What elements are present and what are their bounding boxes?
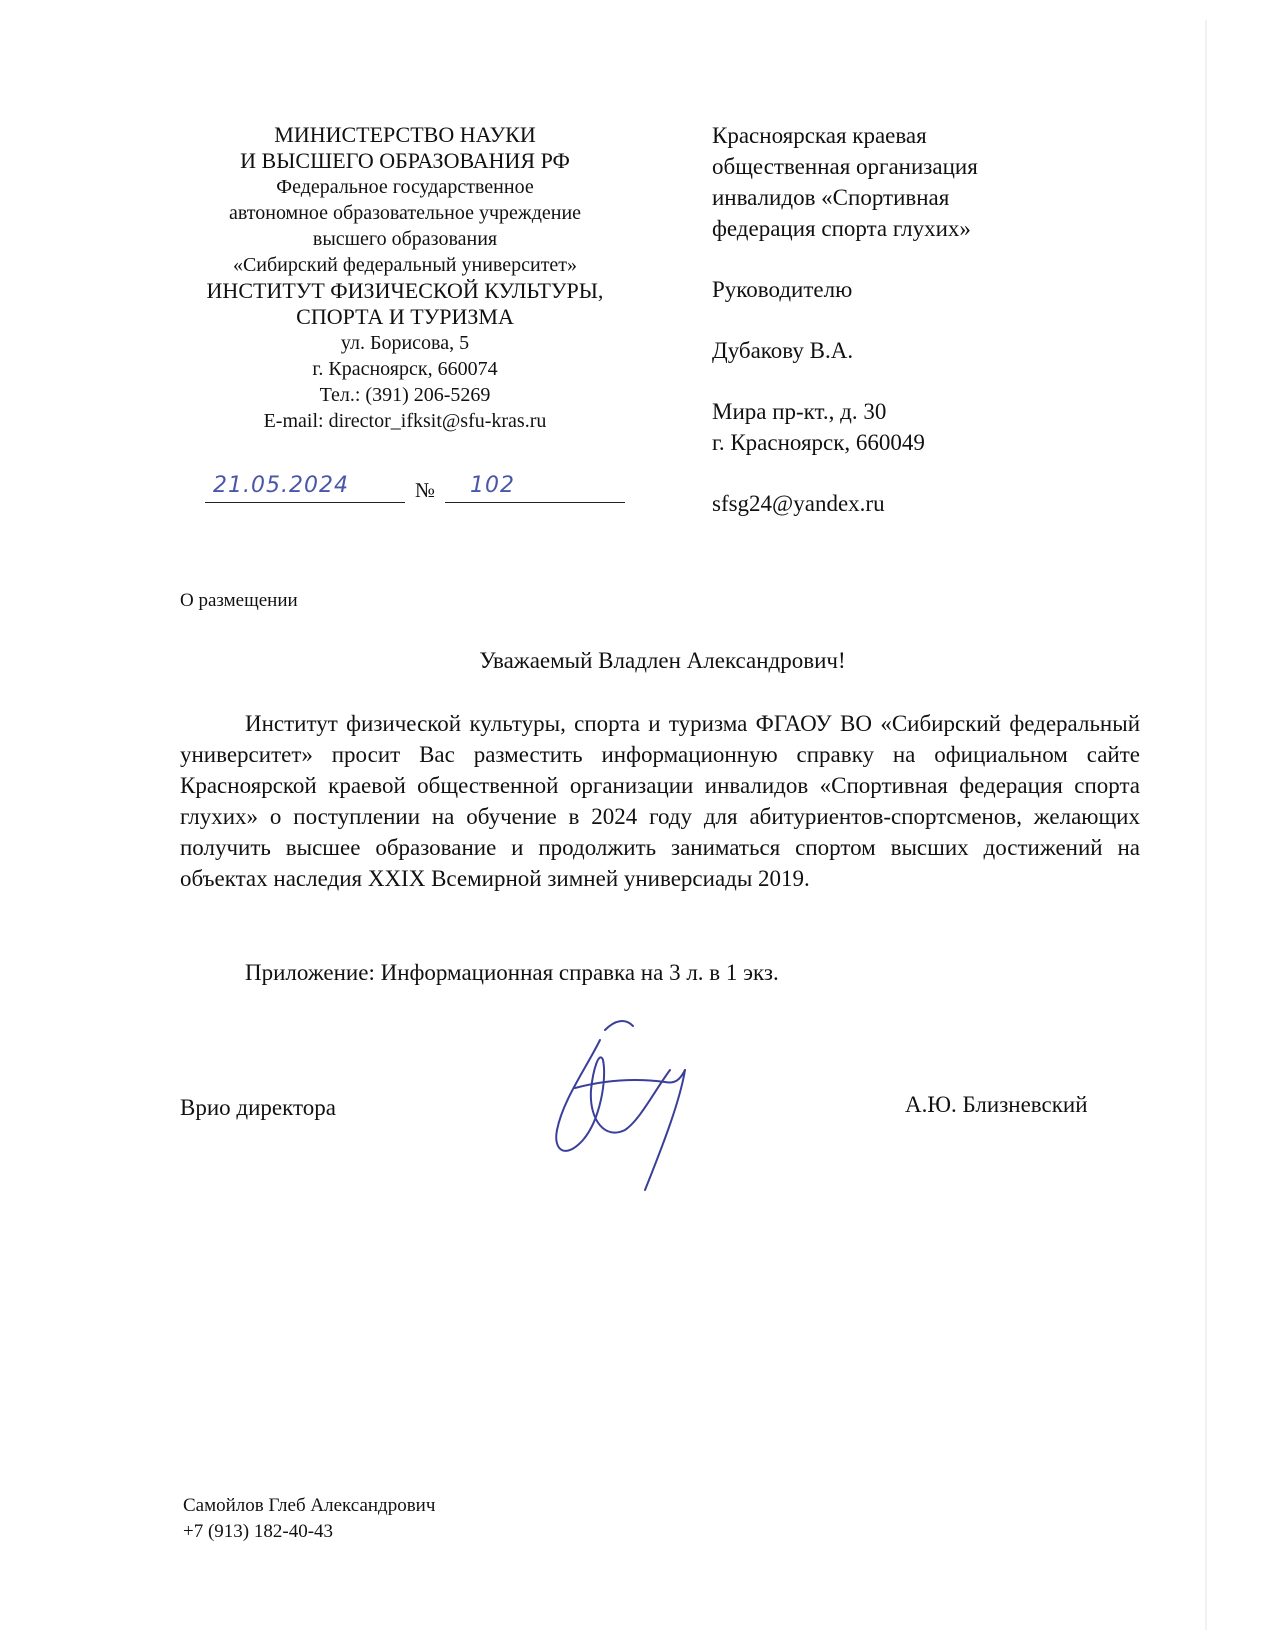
sender-city: г. Красноярск, 660074 <box>312 358 498 380</box>
executor-block <box>183 1493 435 1545</box>
signatory-name: А.Ю. Близневский <box>905 1092 1088 1117</box>
sender-ministry-line-1: МИНИСТЕРСТВО НАУКИ <box>274 122 536 147</box>
recipient-address-line-2: г. Красноярск, 660049 <box>712 430 925 455</box>
registration-row <box>205 470 625 506</box>
recipient-email: sfsg24@yandex.ru <box>712 491 885 516</box>
letter-salutation: Уважаемый Владлен Александрович! <box>479 648 846 673</box>
sender-institute-line-1: ИНСТИТУТ ФИЗИЧЕСКОЙ КУЛЬТУРЫ, <box>206 278 604 303</box>
sender-line-3: Федеральное государственное <box>276 176 534 198</box>
signatory-title: Врио директора <box>180 1095 336 1120</box>
registration-date-field <box>205 470 405 503</box>
recipient-block <box>712 120 1132 519</box>
registration-number: 102 <box>470 473 515 498</box>
executor-name: Самойлов Глеб Александрович <box>183 1495 436 1516</box>
sender-university-name: «Сибирский федеральный университет» <box>232 254 578 276</box>
letter-subject: О размещении <box>180 590 298 611</box>
sender-line-5: высшего образования <box>312 228 498 250</box>
handwritten-signature <box>545 1010 725 1200</box>
recipient-organization <box>712 120 1132 244</box>
registration-date: 21.05.2024 <box>213 473 349 498</box>
recipient-org-line-3: инвалидов «Спортивная <box>712 185 950 210</box>
registration-number-field <box>445 470 625 503</box>
sender-line-4: автономное образовательное учреждение <box>228 202 582 224</box>
recipient-address-line-1: Мира пр-кт., д. 30 <box>712 399 887 424</box>
sender-ministry-line-2: И ВЫСШЕГО ОБРАЗОВАНИЯ РФ <box>240 148 570 173</box>
recipient-org-line-1: Красноярская краевая <box>712 123 927 148</box>
recipient-position: Руководителю <box>712 277 853 302</box>
page-edge <box>1205 20 1207 1630</box>
sender-street: ул. Борисова, 5 <box>340 332 470 354</box>
letter-attachment: Приложение: Информационная справка на 3 л. в 1 экз. <box>245 960 779 985</box>
sender-email: E-mail: director_ifksit@sfu-kras.ru <box>263 410 547 432</box>
recipient-name: Дубакову В.А. <box>712 338 854 363</box>
executor-phone: +7 (913) 182-40-43 <box>183 1521 334 1542</box>
sender-institute-line-2: СПОРТА И ТУРИЗМА <box>296 304 514 329</box>
letter-body: Институт физической культуры, спорта и туризма ФГАОУ ВО «Сибирский федеральный университет» просит Вас разместить информационную справку на официальном сайте Красноярской краевой общественной организации инвалидов «Спортивная федерация спорта глухих» о поступлении на обучение в 2024 году для абитуриентов-спортсменов, желающих получить высшее образование и продолжить заниматься спортом высших достижений на объектах наследия XXIX Всемирной зимней универсиады 2019. <box>180 711 1140 891</box>
sender-phone: Тел.: (391) 206-5269 <box>319 384 491 406</box>
registration-number-sign: № <box>415 478 436 502</box>
recipient-org-line-2: общественная организация <box>712 154 978 179</box>
sender-letterhead <box>180 122 630 434</box>
recipient-org-line-4: федерация спорта глухих» <box>712 216 971 241</box>
